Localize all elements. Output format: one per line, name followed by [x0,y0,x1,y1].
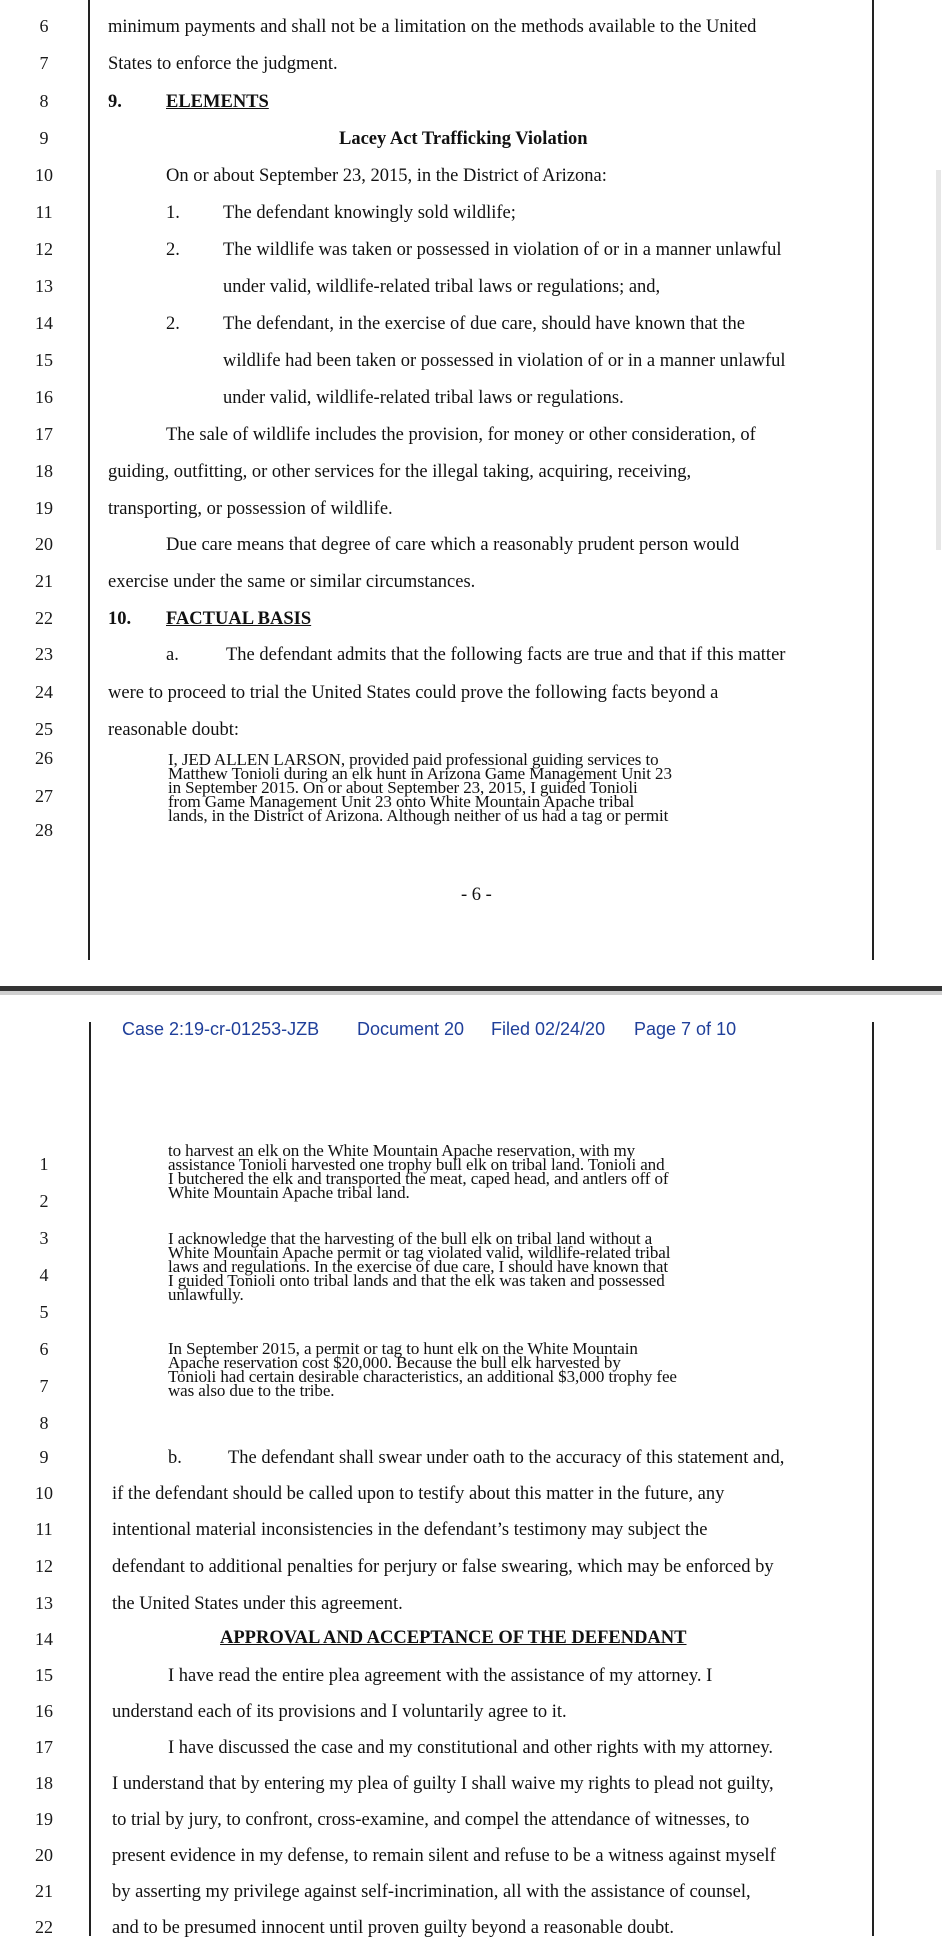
line-number: 15 [35,1665,53,1685]
quote-line: Matthew Tonioli during an elk hunt in Arizona Game Management Unit 23 [168,764,672,783]
section-number: 10. [108,609,132,629]
filed-date: Filed 02/24/20 [491,1019,606,1039]
line-number: 23 [35,644,53,664]
line-number: 20 [35,534,53,554]
line-number: 13 [35,1593,53,1613]
body-line: the United States under this agreement. [112,1594,403,1614]
line-number: 12 [35,239,53,259]
line-number: 15 [35,350,53,370]
body-line: Due care means that degree of care which a reasonably prudent person would [166,535,740,555]
line-number: 3 [39,1228,49,1248]
section-heading: ELEMENTS [166,92,269,112]
subsection-heading: Lacey Act Trafficking Violation [339,129,588,149]
line-number: 26 [35,748,53,768]
line-number: 11 [35,1519,53,1539]
line-number: 6 [39,1339,49,1359]
line-number: 12 [35,1556,53,1576]
body-line: by asserting my privilege against self-incrimination, all with the assistance of counsel, [112,1882,751,1902]
body-line: exercise under the same or similar circumstances. [108,572,476,592]
line-number: 19 [35,498,53,518]
quote-line: I guided Tonioli onto tribal lands and that the elk was taken and possessed [168,1271,665,1290]
line-number: 4 [39,1265,49,1285]
body-line: intentional material inconsistencies in the defendant’s testimony may subject the [112,1520,708,1540]
body-line: were to proceed to trial the United States could prove the following facts beyond a [108,683,719,703]
line-number: 1 [39,1154,49,1174]
body-line: I have read the entire plea agreement with the assistance of my attorney. I [168,1666,713,1686]
list-item: The defendant admits that the following facts are true and that if this matter [226,645,786,665]
line-number: 10 [35,165,53,185]
body-line: to trial by jury, to confront, cross-examine, and compel the attendance of witnesses, to [112,1810,750,1830]
body-line: States to enforce the judgment. [108,54,338,74]
quote-line: in September 2015. On or about September 23, 2015, I guided Tonioli [168,778,638,797]
body-line: I have discussed the case and my constitutional and other rights with my attorney. [168,1738,774,1758]
quote-line: In September 2015, a permit or tag to hunt elk on the White Mountain [168,1339,638,1358]
line-number: 24 [35,682,53,702]
quote-line: to harvest an elk on the White Mountain Apache reservation, with my [168,1141,635,1160]
section-number: 9. [108,92,122,112]
line-number: 19 [35,1809,53,1829]
line-number-rule [88,0,90,960]
line-number: 8 [39,91,49,111]
section-heading: APPROVAL AND ACCEPTANCE OF THE DEFENDANT [220,1628,687,1648]
quote-line: unlawfully. [168,1285,244,1304]
quote-line: from Game Management Unit 23 onto White Mountain Apache tribal [168,792,635,811]
line-number: 6 [39,16,49,36]
line-number: 25 [35,719,53,739]
list-item: The wildlife was taken or possessed in violation of or in a manner unlawful [223,240,782,260]
quote-line: Apache reservation cost $20,000. Because the bull elk harvested by [168,1353,621,1372]
line-number: 16 [35,387,53,407]
line-number: 22 [35,1917,53,1937]
line-number: 7 [39,1376,49,1396]
line-number-rule [89,1022,91,1936]
line-number: 28 [35,820,53,840]
body-line: and to be presumed innocent until proven guilty beyond a reasonable doubt. [112,1918,675,1938]
body-line: The sale of wildlife includes the provision, for money or other consideration, of [166,425,756,445]
quote-line: assistance Tonioli harvested one trophy bull elk on tribal land. Tonioli and [168,1155,665,1174]
page-number: - 6 - [461,885,492,905]
line-number: 22 [35,608,53,628]
body-line: understand each of its provisions and I voluntarily agree to it. [112,1702,567,1722]
quote-line: Tonioli had certain desirable characteristics, an additional $3,000 trophy fee [168,1367,677,1386]
line-number: 27 [35,786,53,806]
list-number: a. [166,645,179,665]
line-number: 10 [35,1483,53,1503]
section-heading: FACTUAL BASIS [166,609,312,629]
line-number: 14 [35,313,53,333]
body-line: guiding, outfitting, or other services for the illegal taking, acquiring, receiving, [108,462,692,482]
line-number: 14 [35,1629,53,1649]
list-item: wildlife had been taken or possessed in violation of or in a manner unlawful [223,351,786,371]
body-line: defendant to additional penalties for perjury or false swearing, which may be enforced by [112,1557,774,1577]
list-item: under valid, wildlife-related tribal laws or regulations. [223,388,624,408]
list-item: The defendant knowingly sold wildlife; [223,203,516,223]
line-number: 7 [39,53,49,73]
body-line: reasonable doubt: [108,720,239,740]
line-number: 18 [35,1773,53,1793]
list-item: under valid, wildlife-related tribal laws or regulations; and, [223,277,661,297]
list-item: The defendant shall swear under oath to the accuracy of this statement and, [228,1448,785,1468]
line-number: 17 [35,424,53,444]
body-line: transporting, or possession of wildlife. [108,499,393,519]
list-number: 1. [166,203,180,223]
list-item: The defendant, in the exercise of due care, should have known that the [223,314,745,334]
document-number: Document 20 [357,1019,465,1039]
line-number: 5 [39,1302,49,1322]
page-count: Page 7 of 10 [634,1019,737,1039]
page-gap-shadow [0,991,942,995]
body-line: On or about September 23, 2015, in the District of Arizona: [166,166,607,186]
line-number: 13 [35,276,53,296]
quote-line: was also due to the tribe. [168,1381,335,1400]
quote-line: I butchered the elk and transported the meat, caped head, and antlers off of [168,1169,669,1188]
line-number: 18 [35,461,53,481]
body-line: minimum payments and shall not be a limitation on the methods available to the United [108,17,757,37]
line-number: 2 [39,1191,49,1211]
line-number: 16 [35,1701,53,1721]
scroll-edge [936,170,941,550]
line-number: 11 [35,202,53,222]
list-number: 2. [166,240,180,260]
quote-line: White Mountain Apache permit or tag violated valid, wildlife-related tribal [168,1243,671,1262]
quote-line: laws and regulations. In the exercise of due care, I should have known that [168,1257,668,1276]
line-number: 8 [39,1413,49,1433]
case-number: Case 2:19-cr-01253-JZB [122,1019,320,1039]
list-number: 2. [166,314,180,334]
body-line: if the defendant should be called upon to testify about this matter in the future, any [112,1484,725,1504]
line-number: 9 [39,128,49,148]
body-line: I understand that by entering my plea of guilty I shall waive my rights to plead not guilty, [112,1774,774,1794]
quote-line: I acknowledge that the harvesting of the bull elk on tribal land without a [168,1229,653,1248]
quote-line: I, JED ALLEN LARSON, provided paid professional guiding services to [168,750,659,769]
line-number: 9 [39,1447,49,1467]
line-number: 17 [35,1737,53,1757]
right-margin-rule [872,1022,874,1936]
quote-line: lands, in the District of Arizona. Although neither of us had a tag or permit [168,806,669,825]
line-number: 20 [35,1845,53,1865]
line-number: 21 [35,1881,53,1901]
line-number: 21 [35,571,53,591]
body-line: present evidence in my defense, to remain silent and refuse to be a witness against myself [112,1846,776,1866]
quote-line: White Mountain Apache tribal land. [168,1183,410,1202]
right-margin-rule [872,0,874,960]
list-number: b. [168,1448,182,1468]
